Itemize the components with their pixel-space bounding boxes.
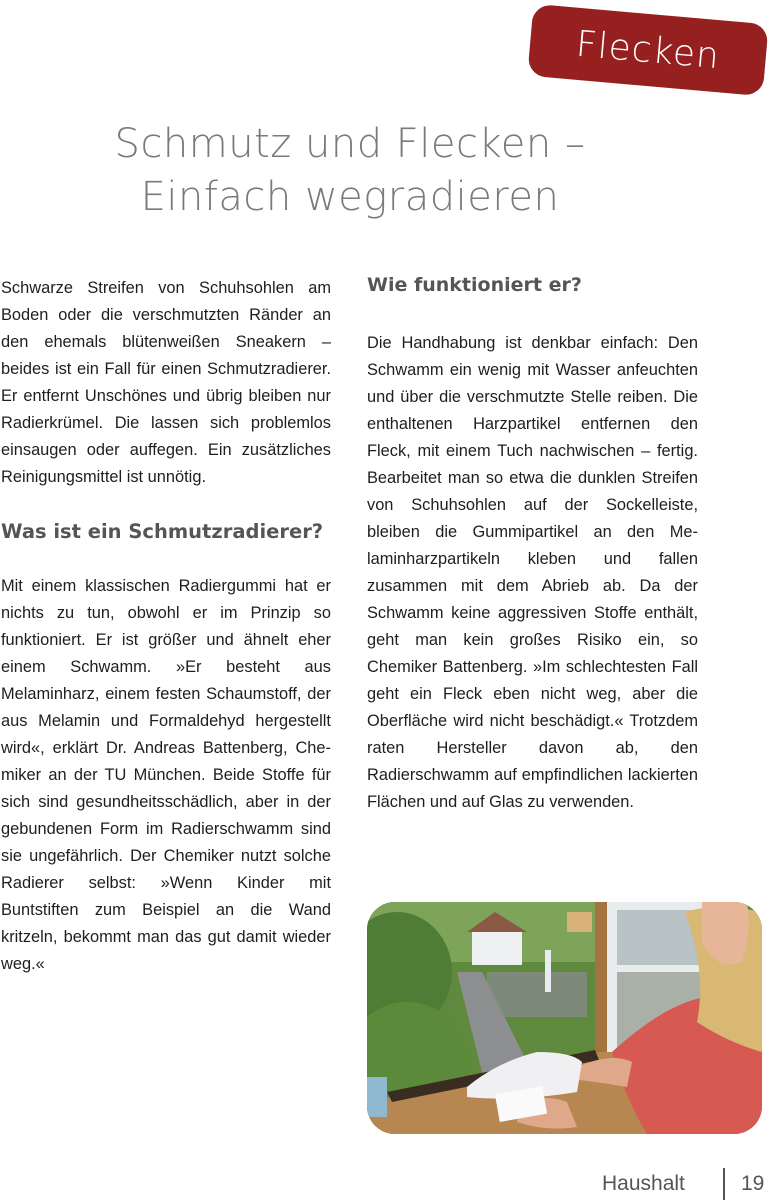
page-title-line-1: Schmutz und Flecken – [114, 121, 586, 167]
footer-divider [723, 1168, 725, 1200]
page-title-line-2: Einfach wegradieren [140, 174, 560, 220]
category-tag [527, 4, 768, 96]
photo-illustration [367, 902, 762, 1134]
left-column [1, 275, 331, 978]
article-photo [367, 902, 762, 1134]
body-paragraph-what-is: Mit einem klassischen Radiergummi hat er nichts zu tun, obwohl er im Prinzip so funktioniert. Er ist größer und ähnelt eher einem Schwamm. »Er besteht aus Melaminharz, einem festen Schaumstoff, der aus Melamin und Formaldehyd hergestellt wird«, erklärt Dr. Andreas Battenberg, Chemiker an der TU München. Beide Stoffe für sich sind gesundheitsschädlich, aber in der gebundenen Form im Radierschwamm sind sie ungefährlich. Der Chemiker nutzt solche Radierer selbst: »Wenn Kinder mit Buntstiften zum Beispiel an die Wand kritzeln, bekommt man das gut damit wieder weg.« [1, 577, 331, 973]
page-number: 19 [741, 1172, 765, 1195]
section-heading-how-it-works: Wie funktioniert er? [367, 274, 582, 296]
intro-paragraph: Schwarze Streifen von Schuhsohlen am Boden oder die verschmutzten Ränder an den ehemals blütenweißen Sneakern – beides ist ein Fall für einen Schmutzradierer. Er entfernt Unschönes und übrig bleiben nur Radierkrümel. Die lassen sich problemlos einsaugen oder auffegen. Ein zusätzliches Reinigungsmittel ist unnötig. [1, 279, 331, 486]
section-heading-what-is: Was ist ein Schmutzradierer? [1, 520, 324, 543]
page-title [0, 118, 700, 224]
right-column [367, 270, 698, 816]
body-paragraph-how-it-works: Die Handhabung ist denkbar einfach: Den Schwamm ein wenig mit Wasser anfeuchten und über die verschmutzte Stelle reiben. Die enthaltenen Harzpartikel entfernen den Fleck, mit einem Tuch nachwischen – fertig. Bearbeitet man so etwa die dunklen Streifen von Schuhsohlen auf der Sockelleiste, bleiben die Gummipartikel an den Melaminharzpartikeln kleben und fallen zusammen mit dem Abrieb ab. Da der Schwamm keine aggressiven Stoffe enthält, geht man kein großes Risiko ein, so Chemiker Battenberg. »Im schlechtesten Fall geht ein Fleck eben nicht weg, aber die Oberfläche wird nicht beschädigt.« Trotzdem raten Hersteller davon ab, den Radierschwamm auf empfindlichen lackierten Flächen und auf Glas zu verwenden. [367, 334, 698, 811]
category-tag-label: Flecken [574, 23, 722, 77]
footer-section-label: Haushalt [602, 1172, 685, 1195]
